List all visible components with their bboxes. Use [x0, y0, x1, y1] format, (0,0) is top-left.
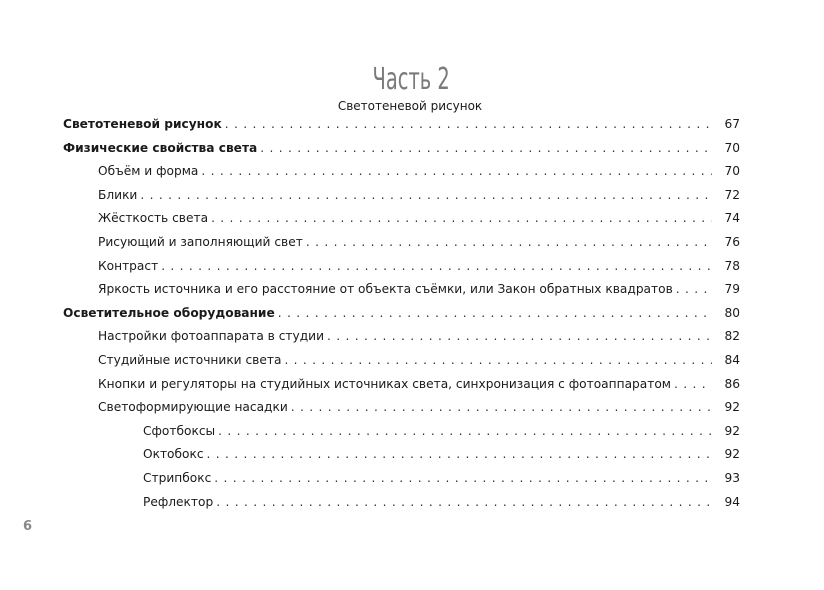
part-title: Часть 2 — [372, 62, 450, 97]
toc-entry-title: Октобокс — [143, 447, 204, 462]
toc-entry-page: 92 — [724, 423, 740, 438]
page-number: 6 — [23, 519, 33, 534]
toc-entry-title: Светоформирующие насадки — [98, 400, 288, 415]
toc-entry-page: 67 — [724, 117, 740, 131]
toc-entry-page: 94 — [724, 494, 740, 509]
toc-entry-title: Яркость источника и его расстояние от объекта съёмки, или Закон обратных квадратов — [98, 282, 673, 297]
toc-entry-page: 80 — [724, 305, 740, 320]
toc-entry-page: 70 — [724, 164, 740, 179]
toc-entry-page: 78 — [724, 258, 740, 273]
toc-entry-title: Стрипбокс — [143, 471, 212, 485]
toc-entry-page: 72 — [724, 187, 740, 202]
toc-leader-dots — [306, 232, 712, 252]
toc-entry[interactable] — [98, 208, 740, 228]
toc-entry[interactable] — [98, 326, 740, 346]
toc-entry-title: Рисующий и заполняющий свет — [98, 235, 303, 249]
toc-entry[interactable] — [143, 421, 740, 441]
toc-leader-dots — [201, 161, 712, 181]
toc-leader-dots — [161, 256, 712, 276]
toc-entry[interactable] — [98, 397, 740, 417]
toc-entry-page: 79 — [724, 282, 740, 297]
toc-leader-dots — [225, 114, 712, 134]
toc-leader-dots — [327, 326, 712, 346]
toc-entry-title: Блики — [98, 187, 138, 202]
toc-entry[interactable] — [98, 279, 740, 299]
toc-entry[interactable] — [98, 161, 740, 181]
toc-leader-dots — [676, 279, 712, 299]
toc-entry[interactable] — [98, 256, 740, 276]
toc-entry[interactable] — [143, 492, 740, 512]
toc-entry-page: 70 — [724, 140, 740, 155]
toc-leader-dots — [214, 468, 712, 488]
toc-entry-title: Студийные источники света — [98, 353, 282, 367]
part-subtitle: Светотеневой рисунок — [337, 99, 483, 113]
toc-entry-title: Кнопки и регуляторы на студийных источниках света, синхронизация с фотоаппаратом — [98, 376, 671, 391]
toc-entry-page: 74 — [724, 211, 740, 226]
toc-leader-dots — [278, 303, 712, 323]
toc-entry-title: Сфотбоксы — [143, 423, 216, 438]
toc-entry-page: 82 — [724, 329, 740, 344]
toc-entry[interactable] — [98, 350, 740, 370]
toc-entry-page: 93 — [724, 471, 740, 485]
toc-entry-title: Объём и форма — [98, 164, 199, 179]
toc-leader-dots — [674, 374, 712, 394]
toc-entry-title: Осветительное оборудование — [63, 305, 275, 320]
toc-leader-dots — [218, 421, 712, 441]
toc-entry-title: Светотеневой рисунок — [63, 117, 222, 131]
toc-entry-page: 84 — [724, 353, 740, 367]
toc-entry[interactable] — [98, 232, 740, 252]
toc-entry-title: Контраст — [98, 258, 159, 273]
toc-entry[interactable] — [63, 138, 740, 158]
toc-entry-title: Рефлектор — [143, 494, 214, 509]
toc-entry-page: 86 — [724, 376, 740, 391]
toc-leader-dots — [284, 350, 712, 370]
toc-entry[interactable] — [143, 468, 740, 488]
toc-entry[interactable] — [143, 444, 740, 464]
toc-entry-page: 76 — [724, 235, 740, 249]
toc-leader-dots — [207, 444, 712, 464]
toc-entry-title: Жёсткость света — [98, 211, 209, 226]
toc-entry[interactable] — [63, 114, 740, 134]
toc-entry-title: Физические свойства света — [63, 140, 258, 155]
toc-leader-dots — [216, 492, 712, 512]
toc-entry-page: 92 — [724, 400, 740, 415]
toc-entry[interactable] — [98, 185, 740, 205]
toc-entry[interactable] — [63, 303, 740, 323]
toc-entry[interactable] — [98, 374, 740, 394]
toc-entry-page: 92 — [724, 447, 740, 462]
toc-entry-title: Настройки фотоаппарата в студии — [98, 329, 324, 344]
toc-leader-dots — [211, 208, 712, 228]
toc-leader-dots — [291, 397, 712, 417]
toc-leader-dots — [140, 185, 712, 205]
toc-leader-dots — [260, 138, 712, 158]
